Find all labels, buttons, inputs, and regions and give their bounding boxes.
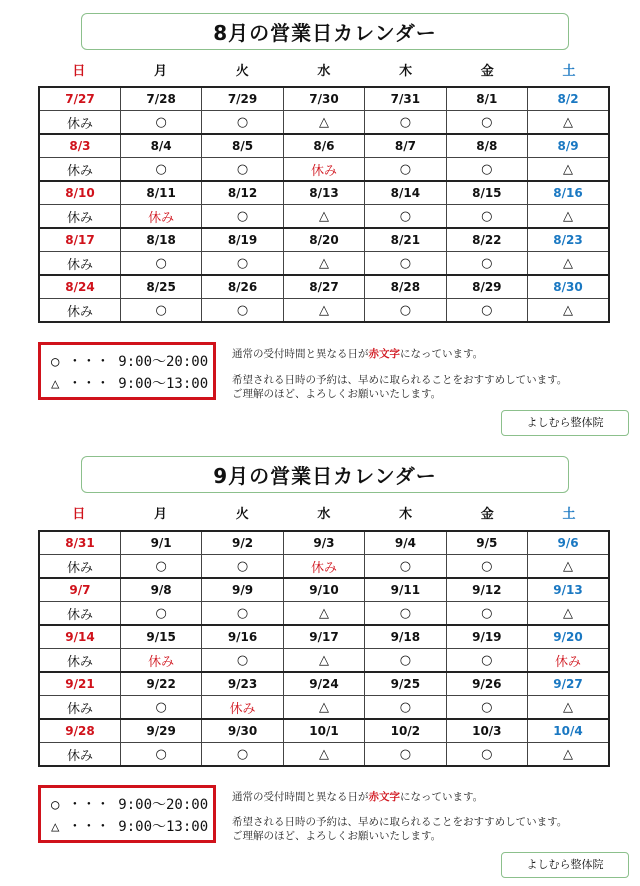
status-cell: ○	[446, 743, 527, 767]
weekday-mon: 月	[154, 64, 168, 79]
status-cell: ○	[365, 111, 446, 135]
status-cell: ○	[120, 602, 201, 626]
date-cell: 9/1	[120, 531, 201, 555]
status-cell: 休み	[283, 158, 364, 182]
date-cell: 10/2	[365, 719, 446, 743]
status-cell: △	[283, 602, 364, 626]
date-cell: 9/24	[283, 672, 364, 696]
date-cell: 9/25	[365, 672, 446, 696]
date-cell: 9/15	[120, 625, 201, 649]
status-row	[39, 205, 609, 229]
weekday-fri: 金	[480, 64, 494, 79]
date-cell: 9/19	[446, 625, 527, 649]
weekday-wed: 水	[317, 507, 331, 522]
date-cell: 8/7	[365, 134, 446, 158]
weekday-tue: 火	[235, 507, 249, 522]
status-cell: ○	[446, 252, 527, 276]
date-cell: 8/29	[446, 275, 527, 299]
date-cell: 8/4	[120, 134, 201, 158]
status-cell: 休み	[202, 696, 283, 720]
date-cell: 8/26	[202, 275, 283, 299]
status-cell: ○	[446, 205, 527, 229]
status-cell: ○	[446, 649, 527, 673]
date-cell: 9/13	[528, 578, 609, 602]
status-row	[39, 111, 609, 135]
status-cell: 休み	[39, 252, 120, 276]
september-note-3: ご理解のほど、よろしくお願いいたします。	[232, 830, 442, 842]
status-cell: ○	[202, 111, 283, 135]
status-cell: ○	[202, 252, 283, 276]
status-cell: ○	[365, 555, 446, 579]
date-cell: 9/12	[446, 578, 527, 602]
date-cell: 9/14	[39, 625, 120, 649]
date-cell: 9/10	[283, 578, 364, 602]
weekday-fri: 金	[480, 507, 494, 522]
date-cell: 9/8	[120, 578, 201, 602]
date-cell: 9/21	[39, 672, 120, 696]
date-row	[39, 672, 609, 696]
status-cell: 休み	[39, 602, 120, 626]
legend-circle-hours: ○ ・・・ 9:00～20:00	[51, 354, 209, 370]
status-cell: 休み	[39, 555, 120, 579]
date-cell: 8/6	[283, 134, 364, 158]
date-cell: 9/11	[365, 578, 446, 602]
date-cell: 10/4	[528, 719, 609, 743]
date-cell: 8/18	[120, 228, 201, 252]
september-calendar-table	[38, 530, 610, 767]
date-cell: 8/9	[528, 134, 609, 158]
status-cell: △	[283, 205, 364, 229]
date-cell: 10/1	[283, 719, 364, 743]
status-cell: ○	[120, 111, 201, 135]
status-cell: △	[528, 743, 609, 767]
status-cell: 休み	[39, 158, 120, 182]
august-weekday-header	[38, 62, 610, 82]
status-row	[39, 299, 609, 323]
status-cell: ○	[365, 252, 446, 276]
date-cell: 8/23	[528, 228, 609, 252]
status-cell: 休み	[39, 205, 120, 229]
status-cell: △	[283, 743, 364, 767]
weekday-sat: 土	[562, 64, 576, 79]
status-cell: ○	[202, 205, 283, 229]
status-cell: ○	[202, 299, 283, 323]
status-cell: △	[283, 696, 364, 720]
date-cell: 8/22	[446, 228, 527, 252]
date-row	[39, 719, 609, 743]
status-cell: 休み	[283, 555, 364, 579]
date-row	[39, 531, 609, 555]
status-cell: ○	[365, 205, 446, 229]
status-cell: ○	[365, 696, 446, 720]
note-text: になっています。	[400, 791, 484, 803]
weekday-wed: 水	[317, 64, 331, 79]
status-cell: ○	[446, 555, 527, 579]
status-cell: ○	[202, 555, 283, 579]
august-note-1	[232, 347, 483, 361]
september-note-2: 希望される日時の予約は、早めに取られることをおすすめしています。	[232, 816, 568, 828]
status-row	[39, 555, 609, 579]
date-cell: 9/17	[283, 625, 364, 649]
date-cell: 9/20	[528, 625, 609, 649]
august-clinic-name: よしむら整体院	[501, 410, 629, 436]
date-cell: 7/29	[202, 87, 283, 111]
status-row	[39, 602, 609, 626]
date-cell: 9/3	[283, 531, 364, 555]
date-row	[39, 181, 609, 205]
status-cell: ○	[446, 696, 527, 720]
date-cell: 7/31	[365, 87, 446, 111]
date-cell: 8/24	[39, 275, 120, 299]
date-cell: 7/30	[283, 87, 364, 111]
weekday-sun: 日	[72, 507, 86, 522]
date-cell: 7/28	[120, 87, 201, 111]
date-row	[39, 228, 609, 252]
weekday-thu: 木	[399, 64, 413, 79]
date-cell: 9/4	[365, 531, 446, 555]
legend-triangle-hours: △ ・・・ 9:00～13:00	[51, 376, 209, 392]
september-hours-legend	[38, 785, 216, 843]
status-cell: ○	[365, 158, 446, 182]
status-cell: 休み	[120, 649, 201, 673]
status-cell: ○	[120, 743, 201, 767]
legend-triangle-hours: △ ・・・ 9:00～13:00	[51, 819, 209, 835]
status-row	[39, 252, 609, 276]
date-cell: 9/27	[528, 672, 609, 696]
status-cell: △	[283, 252, 364, 276]
date-row	[39, 578, 609, 602]
date-cell: 8/1	[446, 87, 527, 111]
date-cell: 8/12	[202, 181, 283, 205]
august-calendar-table	[38, 86, 610, 323]
date-cell: 9/26	[446, 672, 527, 696]
status-cell: 休み	[39, 299, 120, 323]
status-cell: ○	[120, 158, 201, 182]
status-cell: ○	[365, 743, 446, 767]
date-cell: 9/18	[365, 625, 446, 649]
date-cell: 8/31	[39, 531, 120, 555]
status-cell: 休み	[39, 649, 120, 673]
date-cell: 10/3	[446, 719, 527, 743]
note-text: 通常の受付時間と異なる日が	[232, 348, 369, 360]
status-cell: △	[283, 649, 364, 673]
date-cell: 8/15	[446, 181, 527, 205]
date-cell: 8/16	[528, 181, 609, 205]
status-cell: ○	[202, 649, 283, 673]
status-row	[39, 158, 609, 182]
september-note-1	[232, 790, 483, 804]
weekday-sun: 日	[72, 64, 86, 79]
date-row	[39, 275, 609, 299]
date-cell: 8/28	[365, 275, 446, 299]
date-cell: 8/14	[365, 181, 446, 205]
date-cell: 8/2	[528, 87, 609, 111]
weekday-thu: 木	[399, 507, 413, 522]
date-cell: 8/20	[283, 228, 364, 252]
date-row	[39, 134, 609, 158]
date-cell: 8/13	[283, 181, 364, 205]
date-cell: 9/30	[202, 719, 283, 743]
date-cell: 9/7	[39, 578, 120, 602]
status-cell: ○	[202, 158, 283, 182]
status-cell: ○	[202, 602, 283, 626]
legend-circle-hours: ○ ・・・ 9:00～20:00	[51, 797, 209, 813]
status-row	[39, 743, 609, 767]
status-cell: △	[528, 696, 609, 720]
status-cell: △	[528, 299, 609, 323]
note-text: 通常の受付時間と異なる日が	[232, 791, 369, 803]
status-cell: △	[283, 299, 364, 323]
august-note-3: ご理解のほど、よろしくお願いいたします。	[232, 388, 442, 400]
status-cell: △	[528, 111, 609, 135]
date-cell: 9/29	[120, 719, 201, 743]
date-cell: 8/25	[120, 275, 201, 299]
status-cell: △	[528, 158, 609, 182]
date-row	[39, 625, 609, 649]
date-cell: 9/16	[202, 625, 283, 649]
date-cell: 8/21	[365, 228, 446, 252]
august-note-2: 希望される日時の予約は、早めに取られることをおすすめしています。	[232, 374, 568, 386]
weekday-tue: 火	[235, 64, 249, 79]
status-cell: ○	[120, 252, 201, 276]
status-cell: ○	[446, 299, 527, 323]
status-cell: 休み	[528, 649, 609, 673]
status-cell: △	[528, 602, 609, 626]
status-cell: △	[528, 555, 609, 579]
date-cell: 7/27	[39, 87, 120, 111]
september-weekday-header	[38, 505, 610, 525]
weekday-mon: 月	[154, 507, 168, 522]
note-red-text: 赤文字	[368, 348, 400, 360]
note-text: になっています。	[400, 348, 484, 360]
date-cell: 8/30	[528, 275, 609, 299]
september-title: 9月の営業日カレンダー	[81, 456, 569, 493]
status-cell: △	[528, 205, 609, 229]
date-cell: 8/8	[446, 134, 527, 158]
status-cell: △	[528, 252, 609, 276]
status-cell: ○	[446, 158, 527, 182]
september-clinic-name: よしむら整体院	[501, 852, 629, 878]
date-cell: 9/23	[202, 672, 283, 696]
august-title: 8月の営業日カレンダー	[81, 13, 569, 50]
status-cell: 休み	[39, 743, 120, 767]
status-cell: ○	[365, 602, 446, 626]
status-cell: ○	[120, 555, 201, 579]
date-cell: 9/2	[202, 531, 283, 555]
status-cell: △	[283, 111, 364, 135]
status-cell: ○	[120, 696, 201, 720]
weekday-sat: 土	[562, 507, 576, 522]
status-cell: ○	[365, 299, 446, 323]
date-cell: 8/19	[202, 228, 283, 252]
status-cell: ○	[365, 649, 446, 673]
status-cell: 休み	[39, 111, 120, 135]
status-cell: ○	[446, 602, 527, 626]
status-row	[39, 696, 609, 720]
note-red-text: 赤文字	[368, 791, 400, 803]
date-cell: 8/3	[39, 134, 120, 158]
date-cell: 9/6	[528, 531, 609, 555]
status-cell: 休み	[120, 205, 201, 229]
date-cell: 9/9	[202, 578, 283, 602]
status-cell: ○	[120, 299, 201, 323]
date-cell: 9/5	[446, 531, 527, 555]
august-hours-legend	[38, 342, 216, 400]
date-cell: 8/27	[283, 275, 364, 299]
date-cell: 9/28	[39, 719, 120, 743]
date-cell: 8/11	[120, 181, 201, 205]
date-cell: 9/22	[120, 672, 201, 696]
date-cell: 8/17	[39, 228, 120, 252]
date-cell: 8/5	[202, 134, 283, 158]
date-row	[39, 87, 609, 111]
status-cell: ○	[202, 743, 283, 767]
status-row	[39, 649, 609, 673]
status-cell: ○	[446, 111, 527, 135]
status-cell: 休み	[39, 696, 120, 720]
date-cell: 8/10	[39, 181, 120, 205]
